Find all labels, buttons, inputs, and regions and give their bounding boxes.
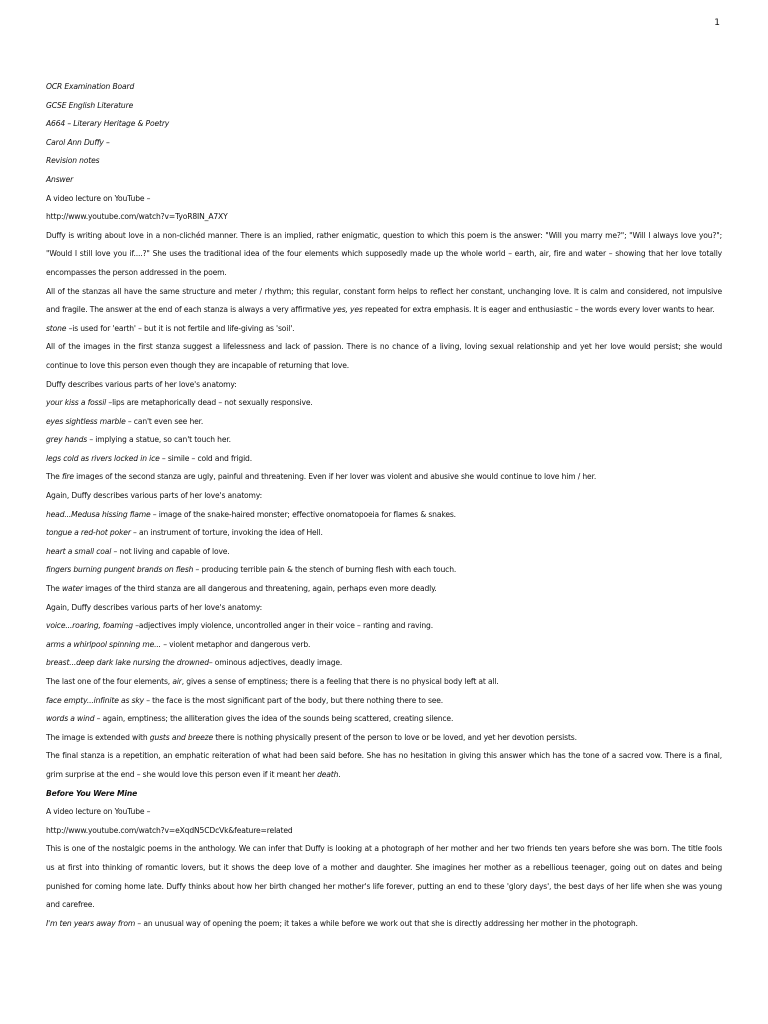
author: Carol Ann Duffy – — [46, 137, 110, 147]
term-note: head...Medusa hissing flame – image of the snake-haired monster; effective onomatopoeia for flames & snakes. — [46, 509, 456, 519]
term-note: eyes sightless marble – can't even see her. — [46, 416, 204, 426]
quote-term: fingers burning pungent brands on flesh — [46, 565, 194, 575]
lecture-url[interactable]: http://www.youtube.com/watch?v=TyoR8IN_A7XY — [46, 212, 228, 222]
term-note: voice...roaring, foaming –adjectives imply violence, uncontrolled anger in their voice – ranting and raving. — [46, 621, 433, 631]
quote-term: voice...roaring, foaming — [46, 621, 133, 631]
lecture-url[interactable]: http://www.youtube.com/watch?v=eXqdN5CDcVk&feature=related — [46, 825, 293, 835]
paragraph: All of the stanzas all have the same structure and meter / rhythm; this regular, constant form helps to reflect her constant, unchanging love. It is calm and considered, not impulsive and fragile. The answer at the end of each stanza is always a very affirmative yes, yes repeated for extra emphasis. It is eager and enthusiastic – the words every lover wants to hear. — [46, 286, 722, 315]
term-note: your kiss a fossil –lips are metaphorically dead – not sexually responsive. — [46, 398, 313, 408]
poem-title-answer: Answer — [46, 174, 74, 184]
quote-term: stone — [46, 323, 67, 333]
paragraph: The last one of the four elements, air, gives a sense of emptiness; there is a feeling that there is no physical body left at all. — [46, 677, 499, 686]
quote-term: air — [172, 677, 182, 686]
quote-term: arms a whirlpool spinning me... — [46, 639, 161, 649]
quote-term: grey hands — [46, 435, 88, 445]
anatomy-intro: Duffy describes various parts of her love's anatomy: — [46, 379, 237, 389]
notes-label: Revision notes — [46, 156, 100, 166]
term-note: heart a small coal – not living and capable of love. — [46, 546, 230, 556]
exam-board: OCR Examination Board — [46, 82, 135, 91]
lecture-label: A video lecture on YouTube – — [46, 807, 151, 817]
quote-term: head...Medusa hissing flame — [46, 509, 151, 519]
quote-term: death — [317, 769, 339, 779]
quote-term: your kiss a fossil — [46, 398, 107, 408]
term-note: breast...deep dark lake nursing the drowned– ominous adjectives, deadly image. — [46, 658, 343, 668]
paragraph: The water images of the third stanza are all dangerous and threatening, again, perhaps even more deadly. — [46, 584, 437, 594]
term-note: fingers burning pungent brands on flesh – producing terrible pain & the stench of burning flesh with each touch. — [46, 565, 457, 575]
paragraph: This is one of the nostalgic poems in the anthology. We can infer that Duffy is looking at a photograph of her mother and her two friends ten years before she was born. The title fools us at first into thinking of romantic lovers, but it shows the deep love of a mother and daughter. She imagines her mother as a rebellious teenager, going out on dates and being punished for coming home late. Duffy thinks about how her birth changed her mother's life forever, putting an end to these 'glory days', the best days of her life when she was young and carefree. — [46, 844, 722, 910]
term-note: grey hands – implying a statue, so can't touch her. — [46, 435, 231, 445]
lecture-label: A video lecture on YouTube – — [46, 193, 151, 203]
term-note: stone –is used for 'earth' – but it is not fertile and life-giving as 'soil'. — [46, 323, 295, 333]
term-note: face empty...infinite as sky – the face is the most significant part of the body, but there nothing there to see. — [46, 695, 444, 705]
quote-term: eyes sightless marble — [46, 416, 126, 426]
term-note: legs cold as rivers locked in ice – simile – cold and frigid. — [46, 453, 252, 463]
quote-term: words a wind — [46, 714, 95, 724]
paragraph: All of the images in the first stanza suggest a lifelessness and lack of passion. There is no chance of a living, loving sexual relationship and yet her love would persist; she would continue to love this person even though they are incapable of returning that love. — [46, 342, 722, 370]
term-note: I'm ten years away from – an unusual way of opening the poem; it takes a while before we work out that she is directly addressing her mother in the photograph. — [46, 918, 638, 928]
subject: GCSE English Literature — [46, 100, 134, 110]
term-note: tongue a red-hot poker – an instrument of torture, invoking the idea of Hell. — [46, 528, 323, 538]
quote-term: legs cold as rivers locked in ice — [46, 453, 160, 463]
quote-term: heart a small coal — [46, 546, 112, 556]
paragraph: The final stanza is a repetition, an emphatic reiteration of what had been said before. She has no hesitation in giving this answer which has the tone of a sacred vow. There is a final, grim surprise at the end – she would love this person even if it meant her death. — [46, 751, 722, 779]
page-number: 1 — [714, 18, 720, 28]
paragraph: The image is extended with gusts and breeze there is nothing physically present of the person to love or be loved, and yet her devotion persists. — [46, 732, 577, 742]
term-note: arms a whirlpool spinning me... – violent metaphor and dangerous verb. — [46, 639, 311, 649]
quote-term: I'm ten years away from — [46, 918, 136, 928]
document-body — [46, 78, 722, 933]
unit: A664 – Literary Heritage & Poetry — [46, 119, 170, 129]
quote-term: gusts and breeze — [149, 732, 213, 742]
paragraph: Duffy is writing about love in a non-clichéd manner. There is an implied, rather enigmatic, question to which this poem is the answer: "Will you marry me?"; "Will I always love you?"; "Would I still love you if....?" She uses the traditional idea of the four elements which supposedly made up the whole world – earth, air, fire and water – showing that her love totally encompasses the person addressed in the poem. — [46, 230, 722, 277]
quote-term: water — [61, 584, 83, 594]
emphasis: yes, yes — [332, 305, 363, 315]
quote-term: fire — [61, 472, 74, 482]
quote-term: face empty...infinite as sky — [46, 695, 144, 705]
quote-term: breast...deep dark lake nursing the drowned — [46, 658, 209, 668]
anatomy-intro: Again, Duffy describes various parts of her love's anatomy: — [46, 602, 262, 612]
quote-term: tongue a red-hot poker — [46, 528, 131, 538]
paragraph: The fire images of the second stanza are ugly, painful and threatening. Even if her lover was violent and abusive she would continue to love him / her. — [46, 472, 597, 482]
anatomy-intro: Again, Duffy describes various parts of her love's anatomy: — [46, 491, 262, 501]
poem-title-before-you-were-mine: Before You Were Mine — [46, 788, 138, 798]
term-note: words a wind – again, emptiness; the alliteration gives the idea of the sounds being scattered, creating silence. — [46, 714, 454, 724]
